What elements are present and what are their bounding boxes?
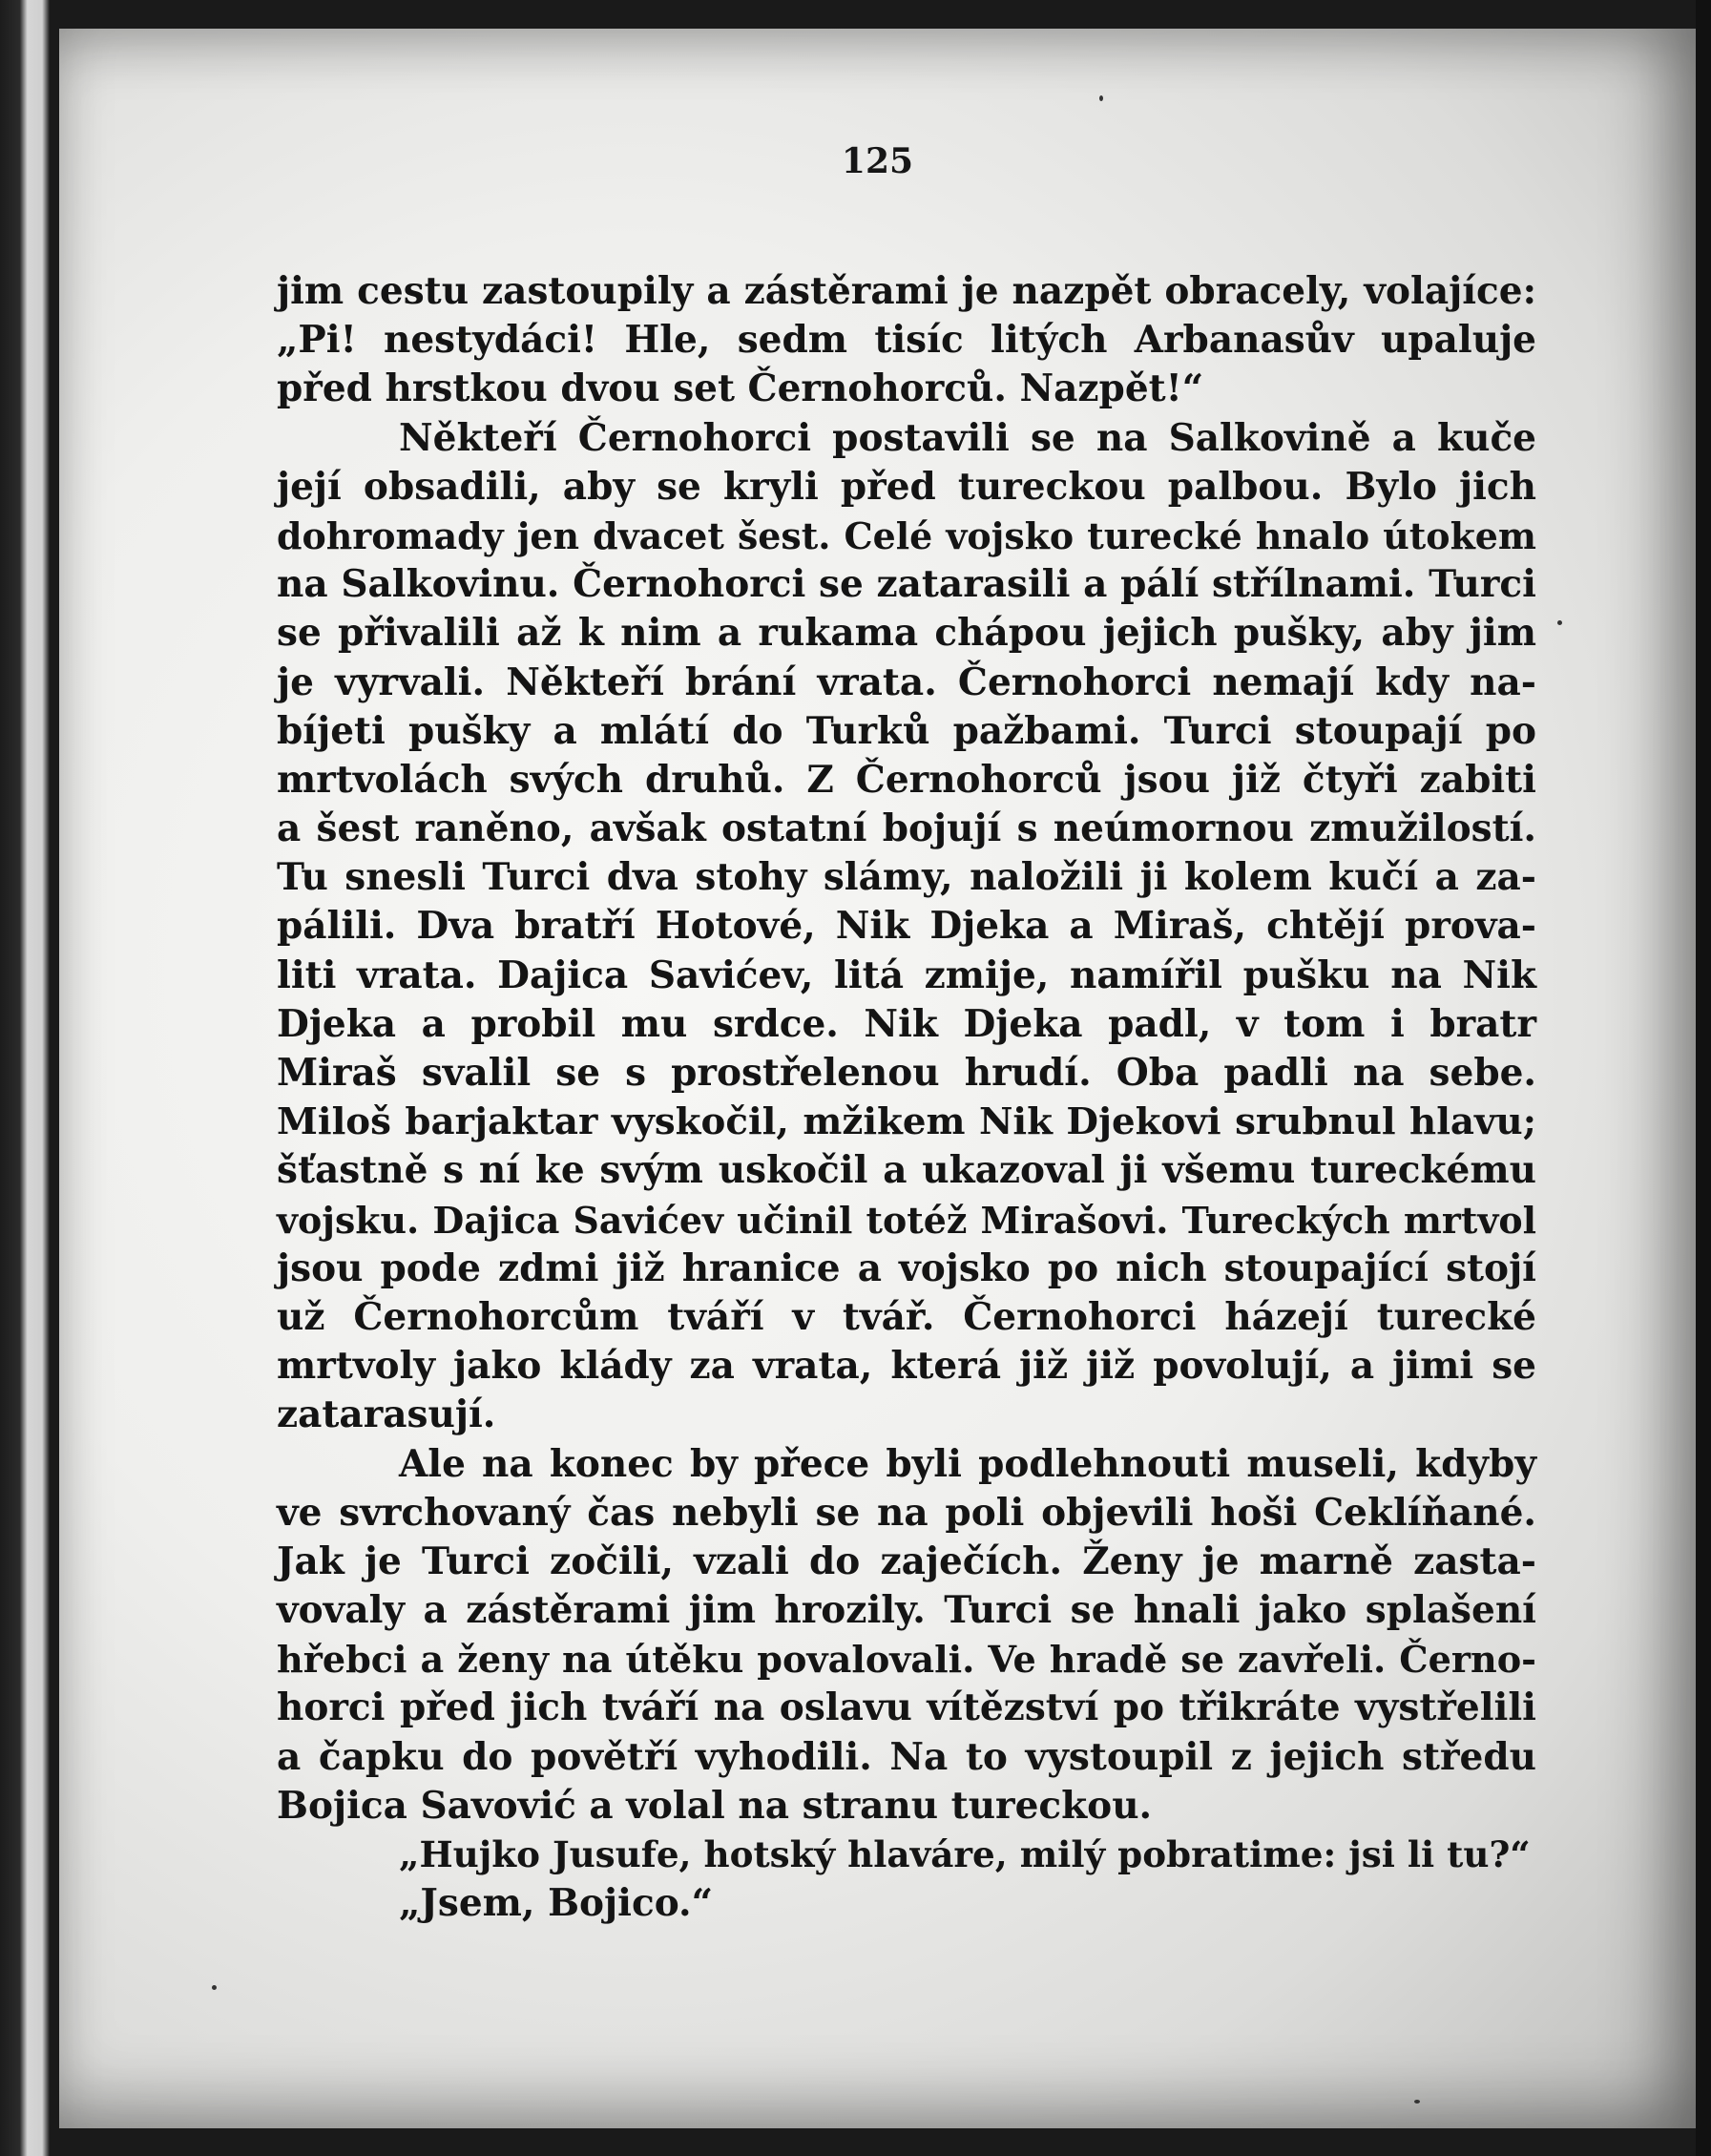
text-line: horci před jich tváří na oslavu vítězství po třikráte vystřelili bbox=[277, 1685, 1536, 1730]
text-line: bíjeti pušky a mlátí do Turků pažbami. Turci stoupají po bbox=[277, 708, 1536, 753]
text-line: „Jsem, Bojico.“ bbox=[399, 1881, 714, 1926]
text-line: liti vrata. Dajica Savićev, litá zmije, namířil pušku na Nik bbox=[277, 952, 1536, 997]
text-line: hřebci a ženy na útěku povalovali. Ve hradě se zavřeli. Černo- bbox=[277, 1638, 1536, 1682]
text-line: Jak je Turci zočili, vzali do zaječích. Ženy je marně zasta- bbox=[277, 1539, 1536, 1583]
text-line: jim cestu zastoupily a zástěrami je nazpět obracely, volajíce: bbox=[277, 269, 1536, 313]
text-line: zatarasují. bbox=[277, 1392, 496, 1437]
text-line: jsou pode zdmi již hranice a vojsko po nich stoupající stojí bbox=[277, 1245, 1536, 1290]
text-line: a šest raněno, avšak ostatní bojují s neúmornou zmužilostí. bbox=[277, 806, 1536, 851]
text-line: na Salkovinu. Černohorci se zatarasili a pálí střílnami. Turci bbox=[277, 562, 1536, 607]
text-line: před hrstkou dvou set Černohorců. Nazpět!“ bbox=[277, 366, 1204, 411]
text-line: a čapku do povětří vyhodili. Na to vystoupil z jejich středu bbox=[277, 1734, 1536, 1779]
text-line: Djeka a probil mu srdce. Nik Djeka padl, v tom i bratr bbox=[277, 1001, 1536, 1046]
text-line: už Černohorcům tváří v tvář. Černohorci házejí turecké bbox=[277, 1294, 1536, 1339]
scan-speck bbox=[1557, 620, 1562, 625]
scan-speck bbox=[1099, 95, 1103, 101]
text-line: pálili. Dva bratří Hotové, Nik Djeka a Miraš, chtějí prova- bbox=[277, 904, 1536, 949]
text-line: Miloš barjaktar vyskočil, mžikem Nik Djekovi srubnul hlavu; bbox=[277, 1100, 1536, 1144]
scan-speck bbox=[1414, 2100, 1420, 2104]
page-number: 125 bbox=[841, 141, 914, 181]
scan-speck bbox=[212, 1985, 217, 1990]
text-line: je vyrvali. Někteří brání vrata. Černohorci nemají kdy na- bbox=[277, 659, 1536, 704]
text-line: její obsadili, aby se kryli před tureckou palbou. Bylo jich bbox=[277, 464, 1536, 509]
text-line: Někteří Černohorci postavili se na Salkovině a kuče bbox=[399, 415, 1536, 460]
text-line: šťastně s ní ke svým uskočil a ukazoval ji všemu tureckému bbox=[277, 1148, 1536, 1193]
left-binding-strip bbox=[0, 0, 50, 2156]
text-line: dohromady jen dvacet šest. Celé vojsko turecké hnalo útokem bbox=[277, 513, 1536, 557]
text-line: Miraš svalil se s prostřelenou hrudí. Oba padli na sebe. bbox=[277, 1051, 1536, 1095]
right-dark-edge bbox=[1696, 0, 1711, 2156]
book-page bbox=[59, 29, 1696, 2128]
text-line: vojsku. Dajica Savićev učinil totéž Mirašovi. Tureckých mrtvol bbox=[277, 1198, 1536, 1242]
text-line: mrtvoly jako klády za vrata, která již již povolují, a jimi se bbox=[277, 1344, 1536, 1389]
text-line: se přivalili až k nim a rukama chápou jejich pušky, aby jim bbox=[277, 611, 1536, 656]
text-line: „Pi! nestydáci! Hle, sedm tisíc litých Arbanasův upaluje bbox=[277, 318, 1536, 363]
text-line: „Hujko Jusufe, hotský hlaváre, milý pobratime: jsi li tu?“ bbox=[399, 1833, 1531, 1875]
text-line: Tu snesli Turci dva stohy slámy, naložili ji kolem kučí a za- bbox=[277, 855, 1536, 900]
body-text bbox=[277, 267, 1536, 1928]
text-line: Bojica Savović a volal na stranu tureckou. bbox=[277, 1783, 1153, 1828]
text-line: Ale na konec by přece byli podlehnouti museli, kdyby bbox=[399, 1441, 1536, 1486]
text-line: vovaly a zástěrami jim hrozily. Turci se hnali jako splašení bbox=[277, 1588, 1536, 1633]
text-line: mrtvolách svých druhů. Z Černohorců jsou již čtyři zabiti bbox=[277, 757, 1536, 802]
text-line: ve svrchovaný čas nebyli se na poli objevili hoši Ceklíňané. bbox=[277, 1490, 1536, 1535]
